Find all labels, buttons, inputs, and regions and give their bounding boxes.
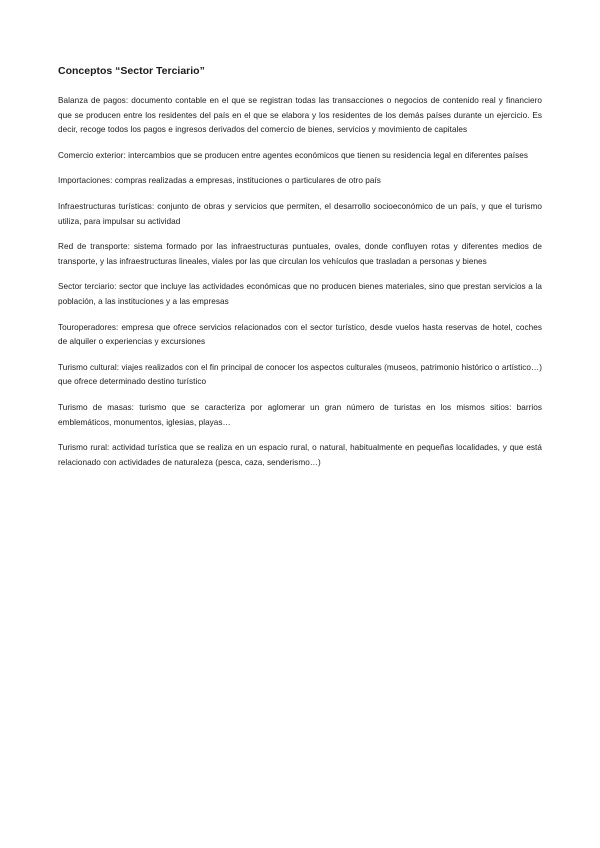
entry-term: Turismo rural:	[58, 443, 110, 453]
entry-importaciones	[58, 174, 542, 189]
entry-term: Infraestructuras turísticas:	[58, 201, 155, 211]
entry-touroperadores	[58, 321, 542, 350]
entry-definition: sistema formado por las infraestructuras puntuales, ovales, donde confluyen rotas y diferentes medios de transporte, y las infraestructuras lineales, viales por las que circulan los vehículos que trasladan a personas y bienes	[58, 242, 542, 266]
entry-infraestructuras-turisticas	[58, 200, 542, 229]
entry-definition: viajes realizados con el fin principal de conocer los aspectos culturales (museos, patrimonio histórico o artístico…) que ofrece determinado destino turístico	[58, 362, 543, 387]
document-content	[58, 64, 542, 481]
entry-definition: empresa que ofrece servicios relacionados con el sector turístico, desde vuelos hasta reservas de hotel, coches de alquiler o experiencias y excursiones	[58, 322, 542, 347]
entry-definition: documento contable en el que se registran todas las transacciones o negocios de contenido real y financiero que se producen entre los residentes del país en el que se elabora y los residentes de los demás países durante un ejercicio. Es decir, recoge todos los pagos e ingresos derivados del comercio de bienes, servicios y movimiento de capitales	[58, 96, 542, 135]
entry-sector-terciario	[58, 280, 542, 309]
entry-definition: intercambios que se producen entre agentes económicos que tienen su residencia legal en diferentes países	[128, 150, 528, 160]
entry-definition: conjunto de obras y servicios que permiten, el desarrollo socioeconómico de un país, y que el turismo utiliza, para impulsar su actividad	[58, 201, 542, 226]
entry-definition: turismo que se caracteriza por aglomerar un gran número de turistas en los mismos sitios: barrios emblemáticos, monumentos, iglesias, playas…	[58, 402, 543, 427]
document-title: Conceptos “Sector Terciario”	[58, 65, 205, 77]
entry-turismo-de-masas	[58, 401, 542, 430]
entry-term: Balanza de pagos:	[58, 96, 129, 105]
entry-definition: sector que incluye las actividades económicas que no producen bienes materiales, sino que prestan servicios a la población, a las instituciones y a las empresas	[58, 282, 542, 306]
entry-term: Importaciones:	[58, 176, 113, 186]
entry-red-de-transporte	[58, 240, 542, 269]
entry-term: Red de transporte:	[58, 242, 130, 252]
entry-comercio-exterior	[58, 149, 542, 164]
entry-turismo-rural	[58, 441, 542, 470]
entry-term: Touroperadores:	[58, 322, 119, 332]
entry-term: Turismo de masas:	[58, 402, 134, 412]
entry-turismo-cultural	[58, 361, 542, 390]
entry-term: Turismo cultural:	[58, 362, 120, 372]
entry-definition: actividad turística que se realiza en un espacio rural, o natural, habitualmente en pequeñas localidades, y que está relacionado con actividades de naturaleza (pesca, caza, senderismo…)	[58, 443, 542, 467]
entry-definition: compras realizadas a empresas, instituciones o particulares de otro país	[114, 176, 381, 186]
entry-term: Sector terciario:	[58, 282, 117, 292]
entry-term: Comercio exterior:	[58, 150, 126, 160]
entry-balanza-de-pagos	[58, 94, 542, 138]
